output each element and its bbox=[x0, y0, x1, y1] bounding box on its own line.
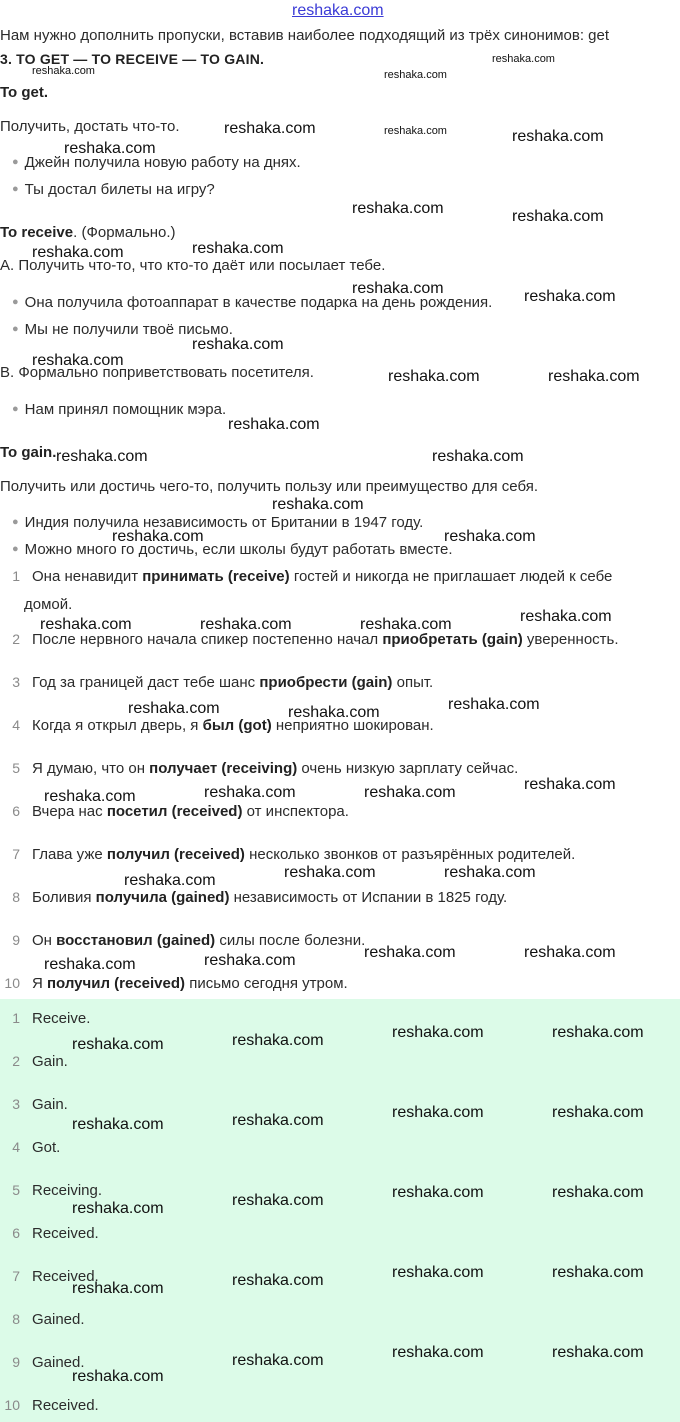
watermark: reshaka.com bbox=[364, 784, 456, 801]
watermark: reshaka.com bbox=[72, 1368, 164, 1385]
watermark: reshaka.com bbox=[32, 352, 124, 369]
exercise-item: 2 После нервного начала спикер постепенно начал приобретать (gain) уверенность. bbox=[12, 631, 619, 648]
watermark: reshaka.com bbox=[360, 616, 452, 633]
watermark: reshaka.com bbox=[520, 608, 612, 625]
watermark: reshaka.com bbox=[524, 944, 616, 961]
watermark: reshaka.com bbox=[40, 616, 132, 633]
watermark: reshaka.com bbox=[392, 1184, 484, 1201]
gain-definition: Получить или достичь чего-то, получить пользу или преимущество для себя. bbox=[0, 478, 539, 495]
watermark: reshaka.com bbox=[272, 496, 364, 513]
watermark: reshaka.com bbox=[32, 65, 95, 77]
gain-title: To gain. bbox=[0, 444, 57, 461]
watermark: reshaka.com bbox=[72, 1280, 164, 1297]
watermark: reshaka.com bbox=[112, 528, 204, 545]
watermark: reshaka.com bbox=[56, 448, 148, 465]
watermark: reshaka.com bbox=[444, 864, 536, 881]
exercise-item: 4 Когда я открыл дверь, я был (got) неприятно шокирован. bbox=[12, 717, 434, 734]
answer-item: 2 Gain. bbox=[12, 1053, 68, 1070]
list-item: ● Она получила фотоаппарат в качестве подарка на день рождения. bbox=[12, 294, 493, 311]
watermark: reshaka.com bbox=[384, 69, 447, 81]
exercise-item: 6 Вчера нас посетил (received) от инспектора. bbox=[12, 803, 349, 820]
list-item: ● Индия получила независимость от Британии в 1947 году. bbox=[12, 514, 424, 531]
exercise-item: 3 Год за границей даст тебе шанс приобрести (gain) опыт. bbox=[12, 674, 434, 691]
watermark: reshaka.com bbox=[444, 528, 536, 545]
receive-title: To receive. (Формально.) bbox=[0, 224, 176, 241]
watermark: reshaka.com bbox=[384, 125, 447, 137]
watermark: reshaka.com bbox=[524, 776, 616, 793]
watermark: reshaka.com bbox=[284, 864, 376, 881]
watermark: reshaka.com bbox=[512, 128, 604, 145]
watermark: reshaka.com bbox=[232, 1032, 324, 1049]
section-heading: 3. TO GET — TO RECEIVE — TO GAIN. bbox=[0, 51, 265, 67]
watermark: reshaka.com bbox=[44, 788, 136, 805]
site-title-link[interactable]: reshaka.com bbox=[292, 2, 384, 19]
watermark: reshaka.com bbox=[552, 1104, 644, 1121]
watermark: reshaka.com bbox=[392, 1024, 484, 1041]
watermark: reshaka.com bbox=[352, 200, 444, 217]
watermark: reshaka.com bbox=[72, 1200, 164, 1217]
list-item: ● Ты достал билеты на игру? bbox=[12, 181, 215, 198]
watermark: reshaka.com bbox=[32, 244, 124, 261]
exercise-item: 9 Он восстановил (gained) силы после болезни. bbox=[12, 932, 366, 949]
exercise-item: 5 Я думаю, что он получает (receiving) очень низкую зарплату сейчас. bbox=[12, 760, 519, 777]
exercise-item: 10 Я получил (received) письмо сегодня утром. bbox=[4, 975, 348, 992]
receive-definition-a: A. Получить что-то, что кто-то даёт или посылает тебе. bbox=[0, 257, 386, 274]
watermark: reshaka.com bbox=[552, 1024, 644, 1041]
watermark: reshaka.com bbox=[228, 416, 320, 433]
answer-item: 4 Got. bbox=[12, 1139, 61, 1156]
exercise-item: 7 Глава уже получил (received) несколько звонков от разъярённых родителей. bbox=[12, 846, 576, 863]
watermark: reshaka.com bbox=[364, 944, 456, 961]
watermark: reshaka.com bbox=[192, 336, 284, 353]
exercise-item: 1 Она ненавидит принимать (receive) гостей и никогда не приглашает людей к себе bbox=[12, 568, 613, 585]
answer-item: 6 Received. bbox=[12, 1225, 99, 1242]
answer-item: 8 Gained. bbox=[12, 1311, 85, 1328]
watermark: reshaka.com bbox=[44, 956, 136, 973]
watermark: reshaka.com bbox=[392, 1104, 484, 1121]
watermark: reshaka.com bbox=[128, 700, 220, 717]
watermark: reshaka.com bbox=[392, 1264, 484, 1281]
watermark: reshaka.com bbox=[492, 53, 555, 65]
exercise-item: 8 Боливия получила (gained) независимость от Испании в 1825 году. bbox=[12, 889, 508, 906]
watermark: reshaka.com bbox=[548, 368, 640, 385]
answer-item: 9 Gained. bbox=[12, 1354, 85, 1371]
answer-item: 10 Received. bbox=[4, 1397, 99, 1414]
list-item: ● Мы не получили твоё письмо. bbox=[12, 321, 233, 338]
watermark: reshaka.com bbox=[232, 1272, 324, 1289]
intro-text: Нам нужно дополнить пропуски, вставив наиболее подходящий из трёх синонимов: get bbox=[0, 27, 610, 44]
watermark: reshaka.com bbox=[432, 448, 524, 465]
exercise-item-continuation: домой. bbox=[24, 596, 73, 613]
watermark: reshaka.com bbox=[524, 288, 616, 305]
watermark: reshaka.com bbox=[124, 872, 216, 889]
watermark: reshaka.com bbox=[232, 1352, 324, 1369]
get-definition: Получить, достать что-то. bbox=[0, 118, 180, 135]
answer-item: 3 Gain. bbox=[12, 1096, 68, 1113]
watermark: reshaka.com bbox=[232, 1192, 324, 1209]
watermark: reshaka.com bbox=[200, 616, 292, 633]
list-item: ● Джейн получила новую работу на днях. bbox=[12, 154, 301, 171]
watermark: reshaka.com bbox=[552, 1184, 644, 1201]
get-title: To get. bbox=[0, 84, 49, 101]
watermark: reshaka.com bbox=[232, 1112, 324, 1129]
watermark: reshaka.com bbox=[512, 208, 604, 225]
list-item: ● Нам принял помощник мэра. bbox=[12, 401, 227, 418]
answer-item: 7 Received. bbox=[12, 1268, 99, 1285]
watermark: reshaka.com bbox=[392, 1344, 484, 1361]
watermark: reshaka.com bbox=[64, 140, 156, 157]
watermark: reshaka.com bbox=[224, 120, 316, 137]
watermark: reshaka.com bbox=[204, 952, 296, 969]
watermark: reshaka.com bbox=[72, 1116, 164, 1133]
answer-item: 1 Receive. bbox=[12, 1010, 91, 1027]
watermark: reshaka.com bbox=[288, 704, 380, 721]
watermark: reshaka.com bbox=[192, 240, 284, 257]
list-item: ● Можно много го достичь, если школы будут работать вместе. bbox=[12, 541, 453, 558]
receive-definition-b: B. Формально поприветствовать посетителя. bbox=[0, 364, 314, 381]
watermark: reshaka.com bbox=[552, 1344, 644, 1361]
watermark: reshaka.com bbox=[448, 696, 540, 713]
answer-item: 5 Receiving. bbox=[12, 1182, 103, 1199]
watermark: reshaka.com bbox=[72, 1036, 164, 1053]
watermark: reshaka.com bbox=[388, 368, 480, 385]
watermark: reshaka.com bbox=[204, 784, 296, 801]
watermark: reshaka.com bbox=[352, 280, 444, 297]
watermark: reshaka.com bbox=[552, 1264, 644, 1281]
